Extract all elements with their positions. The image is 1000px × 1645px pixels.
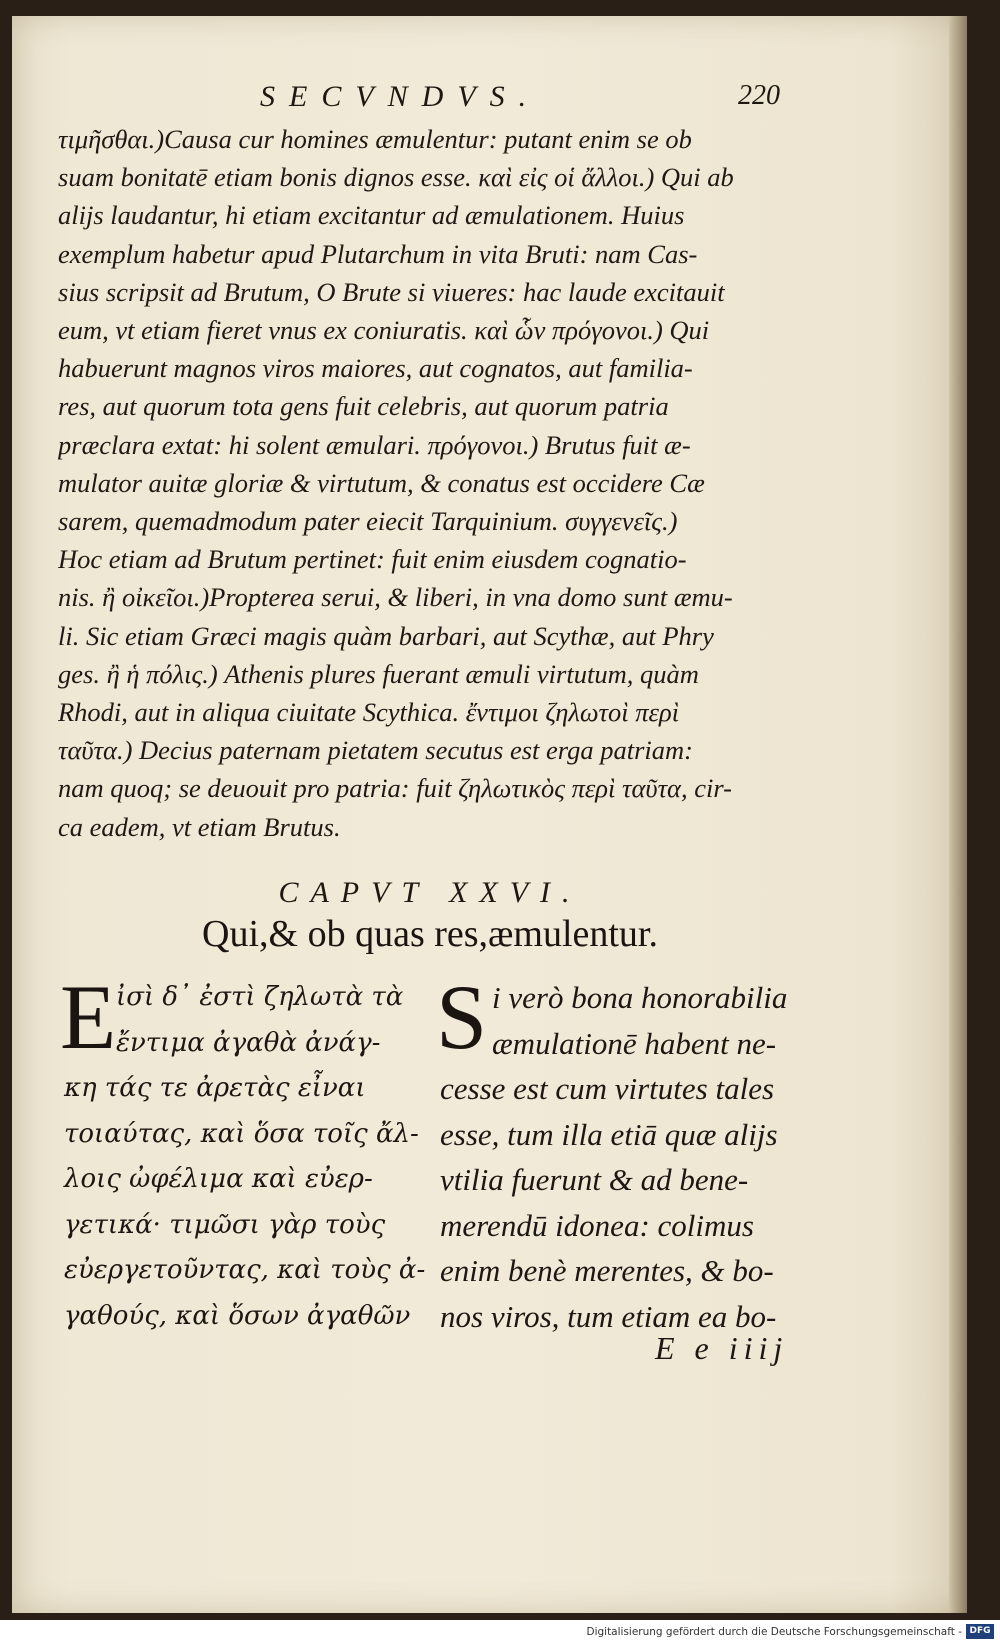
dfg-logo[interactable]: DFG xyxy=(966,1624,994,1639)
commentary-line: ges. ἢ ἡ πόλις.) Athenis plures fuerant æmuli virtutum, quàm xyxy=(58,658,699,689)
commentary-line: τιμῆσθαι.)Causa cur homines æmulentur: putant enim se ob xyxy=(58,124,692,154)
commentary-line: nam quoq; se deuouit pro patria: fuit ζηλωτικὸς περὶ ταῦτα, cir- xyxy=(58,773,732,804)
latin-line: i verò bona honorabilia xyxy=(492,980,788,1015)
signature-mark: E e iiij xyxy=(655,1330,789,1366)
commentary-line: Hoc etiam ad Brutum pertinet: fuit enim eiusdem cognatio- xyxy=(58,544,687,575)
latin-line: æmulationē habent ne- xyxy=(492,1025,777,1061)
latin-line: merendū idonea: colimus xyxy=(440,1207,754,1243)
commentary-line: sarem, quemadmodum pater eiecit Tarquinium. συγγενεῖς.) xyxy=(58,506,678,537)
greek-line: ἔντιμα ἀγαθὰ ἀνάγ- xyxy=(116,1027,381,1058)
latin-text-column xyxy=(436,966,820,1339)
commentary-line: res, aut quorum tota gens fuit celebris, aut quorum patria xyxy=(58,391,669,422)
latin-line: cesse est cum virtutes tales xyxy=(440,1071,775,1106)
commentary-line: præclara extat: hi solent æmulari. πρόγονοι.) Brutus fuit æ- xyxy=(58,429,691,460)
commentary-line: exemplum habetur apud Plutarchum in vita Bruti: nam Cas- xyxy=(58,238,698,269)
latin-line: enim benè merentes, & bo- xyxy=(440,1253,774,1288)
commentary-line: sius scripsit ad Brutum, O Brute si viueres: hac laude excitauit xyxy=(58,276,725,307)
commentary-line: habuerunt magnos viros maiores, aut cognatos, aut familia- xyxy=(58,353,693,384)
latin-line: vtilia fuerunt & ad bene- xyxy=(440,1162,749,1197)
commentary-line: eum, vt etiam fieret vnus ex coniuratis. καὶ ὧν πρόγονοι.) Qui xyxy=(58,315,710,346)
greek-line: ἰσὶ δ᾽ ἐστὶ ζηλωτὰ τὰ xyxy=(116,982,404,1012)
greek-line: εὐεργετοῦντας, καὶ τοὺς ἀ- xyxy=(64,1255,426,1285)
commentary-text xyxy=(58,120,798,846)
page-number: 220 xyxy=(738,80,780,111)
footer-bar xyxy=(0,1620,1000,1645)
greek-line: λοις ὠφέλιμα καὶ εὐερ- xyxy=(64,1164,373,1194)
running-title: SECVNDVS. xyxy=(260,80,541,113)
greek-line: γετικά· τιμῶσι γὰρ τοὺς xyxy=(64,1209,386,1240)
commentary-line: alijs laudantur, hi etiam excitantur ad æmulationem. Huius xyxy=(58,200,685,231)
commentary-line: Rhodi, aut in aliqua ciuitate Scythica. ἔντιμοι ζηλωτοὶ περὶ xyxy=(58,697,680,728)
commentary-line: li. Sic etiam Græci magis quàm barbari, aut Scythæ, aut Phry xyxy=(58,620,714,651)
greek-line: τοιαύτας, καὶ ὅσα τοῖς ἄλ- xyxy=(64,1118,419,1149)
chapter-number: CAPVT XXVI. xyxy=(278,876,582,909)
running-head xyxy=(260,80,780,118)
latin-line: nos viros, tum etiam ea bo- xyxy=(440,1298,777,1334)
commentary-line: suam bonitatē etiam bonis dignos esse. καὶ εἰς οἱ ἄλλοι.) Qui ab xyxy=(58,162,734,193)
funding-notice: Digitalisierung gefördert durch die Deutsche Forschungsgemeinschaft - xyxy=(586,1626,962,1638)
page-edge xyxy=(949,16,967,1613)
greek-drop-initial: E xyxy=(60,966,117,1068)
commentary-line: ca eadem, vt etiam Brutus. xyxy=(58,811,341,842)
greek-line: γαθούς, καὶ ὅσων ἀγαθῶν xyxy=(64,1300,411,1331)
greek-text-column xyxy=(60,966,426,1339)
commentary-line: ταῦτα.) Decius paternam pietatem secutus est erga patriam: xyxy=(58,735,693,766)
latin-line: esse, tum illa etiā quæ alijs xyxy=(440,1116,778,1152)
greek-line: κη τάς τε ἀρετὰς εἶναι xyxy=(64,1073,366,1103)
commentary-line: nis. ἢ οἰκεῖοι.)Propterea serui, & liberi, in vna domo sunt æmu- xyxy=(58,582,733,613)
commentary-line: mulator auitæ gloriæ & virtutum, & conatus est occidere Cæ xyxy=(58,467,705,498)
latin-drop-initial: S xyxy=(436,966,488,1068)
chapter-title: Qui,& ob quas res,æmulentur. xyxy=(202,913,658,955)
